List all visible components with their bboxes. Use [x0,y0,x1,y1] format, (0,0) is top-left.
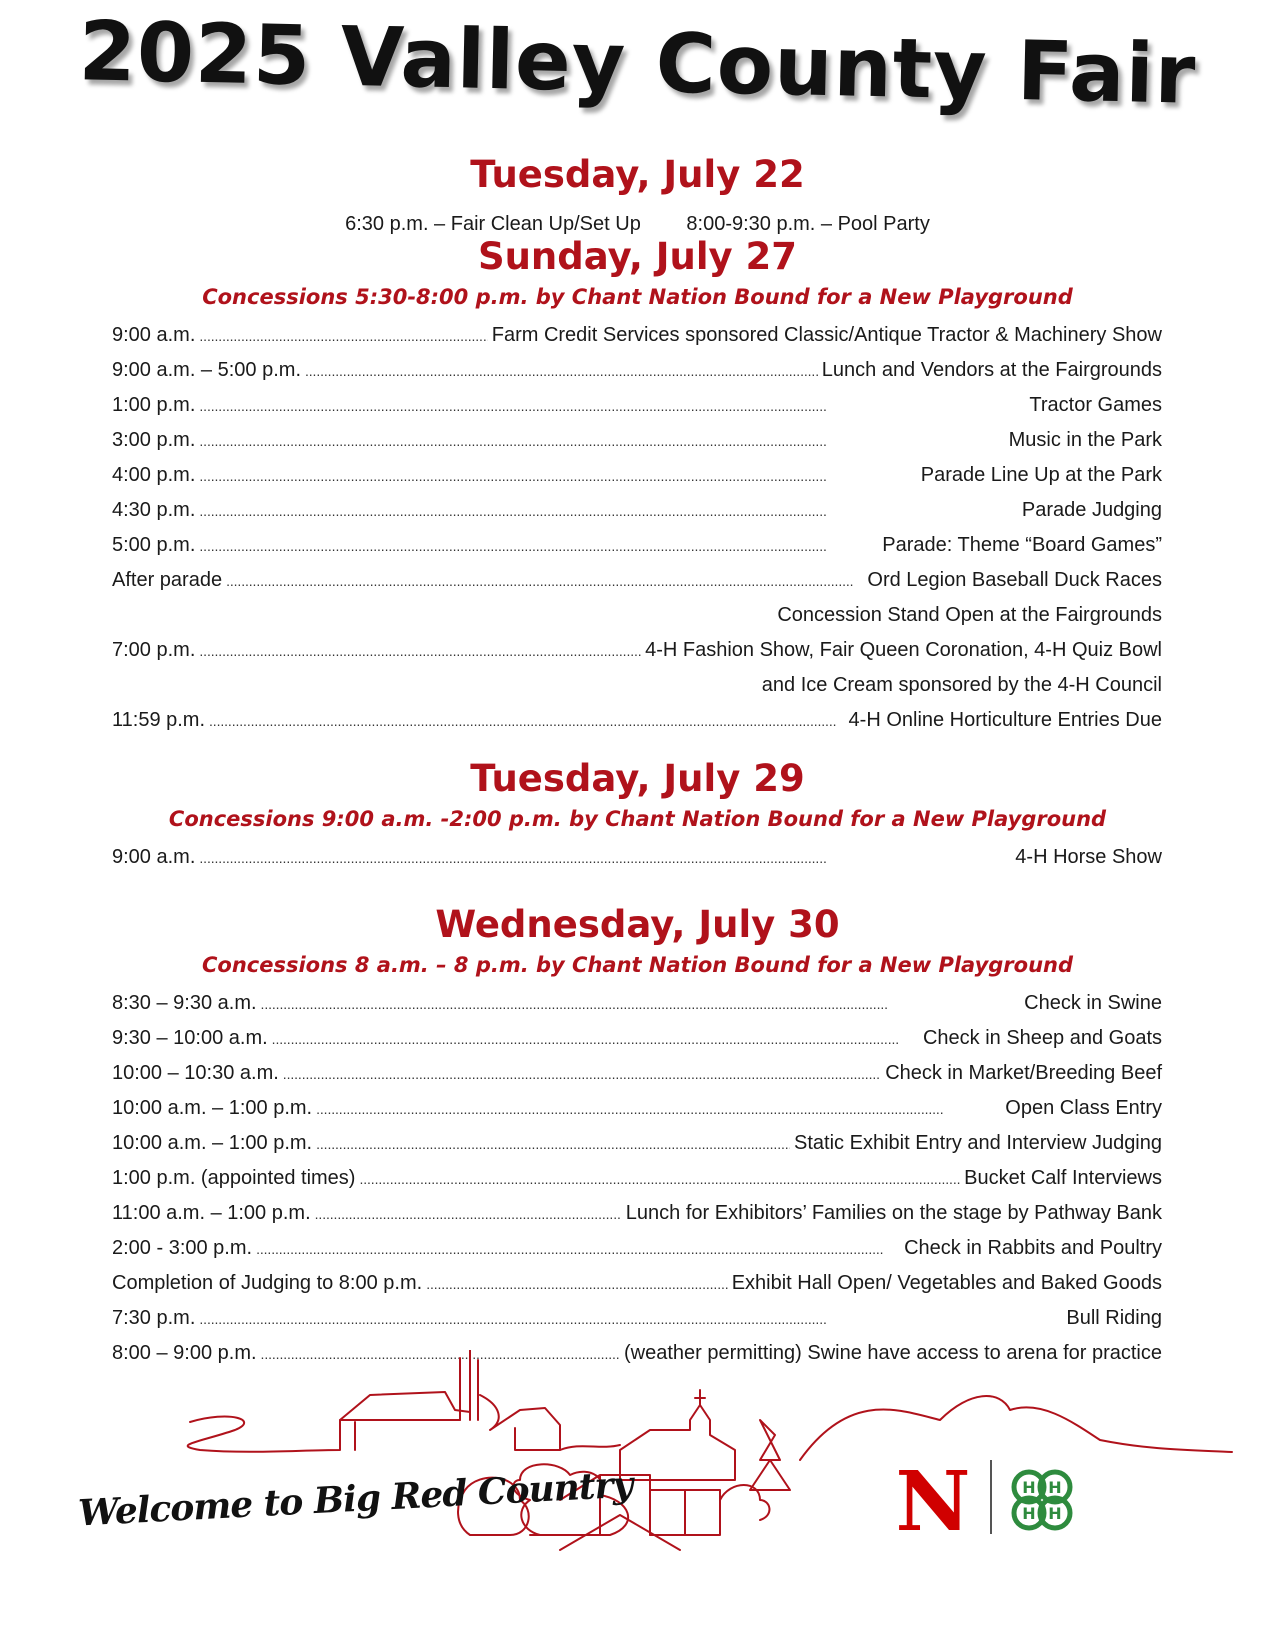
row-time: 7:30 p.m. [112,1307,196,1329]
wednesday-30-heading: Wednesday, July 30 [435,903,840,946]
dot-leader [261,991,1021,1015]
schedule-row [112,487,1162,522]
row-time: 11:00 a.m. – 1:00 p.m. [112,1202,311,1224]
row-event: Tractor Games [1029,394,1162,416]
schedule-row [112,312,1162,347]
row-event: Parade Judging [1021,499,1162,521]
dot-leader [226,568,863,592]
row-event: Bull Riding [1066,1307,1162,1329]
row-time: 9:00 a.m. [112,846,196,868]
sunday-27-schedule [112,312,1162,732]
schedule-row [112,1295,1162,1330]
schedule-row [112,834,1162,869]
dot-leader [199,498,1018,522]
row-time: 9:00 a.m. – 5:00 p.m. [112,359,301,381]
four-h-clover-icon [1002,1460,1082,1540]
row-event: 4-H Fashion Show, Fair Queen Coronation, 4-H Quiz Bowl [645,639,1162,661]
dot-leader [199,845,1011,869]
welcome-slogan: Welcome to Big Red Country [77,1463,634,1535]
row-event: Check in Market/Breeding Beef [885,1062,1162,1084]
row-time: 10:00 – 10:30 a.m. [112,1062,279,1084]
row-event: Lunch for Exhibitors’ Families on the stage by Pathway Bank [625,1202,1162,1224]
row-event: Concession Stand Open at the Fairgrounds [777,604,1162,626]
schedule-row-continued [112,662,1162,697]
schedule-row [112,1155,1162,1190]
row-time: 8:30 – 9:30 a.m. [112,992,257,1014]
tuesday-22-event: 6:30 p.m. – Fair Clean Up/Set Up [345,213,641,235]
row-time: 4:30 p.m. [112,499,196,521]
row-time: 1:00 p.m. [112,394,196,416]
row-time: Completion of Judging to 8:00 p.m. [112,1272,423,1294]
nebraska-n-logo: N [895,1454,971,1550]
row-event: Parade: Theme “Board Games” [882,534,1162,556]
schedule-row [112,980,1162,1015]
schedule-row [112,452,1162,487]
row-event: Check in Rabbits and Poultry [904,1237,1162,1259]
dot-leader [316,1096,1001,1120]
tuesday-22-heading: Tuesday, July 22 [470,153,805,196]
dot-leader [199,393,1025,417]
row-time: 8:00 – 9:00 p.m. [112,1342,257,1364]
tuesday-22-events [0,213,1275,236]
tuesday-29-schedule [112,834,1162,869]
row-time: 5:00 p.m. [112,534,196,556]
logo-divider [990,1460,992,1534]
page-title: 2025 Valley County Fair [77,4,1198,123]
row-time: 10:00 a.m. – 1:00 p.m. [112,1132,313,1154]
row-time: 2:00 - 3:00 p.m. [112,1237,253,1259]
row-time: 7:00 p.m. [112,639,196,661]
schedule-row-continued [112,592,1162,627]
dot-leader [305,358,818,382]
schedule-row [112,1260,1162,1295]
schedule-row [112,697,1162,732]
dot-leader [316,1131,790,1155]
dot-leader [272,1026,919,1050]
row-event: Ord Legion Baseball Duck Races [867,569,1162,591]
schedule-row [112,1085,1162,1120]
dot-leader [283,1061,881,1085]
row-time: 9:00 a.m. [112,324,196,346]
dot-leader [256,1236,900,1260]
row-event: Exhibit Hall Open/ Vegetables and Baked Goods [731,1272,1162,1294]
clover-letter: H [1048,1504,1062,1523]
dot-leader [199,533,878,557]
dot-leader [359,1166,960,1190]
dot-leader [209,708,845,732]
clover-letter: H [1048,1478,1062,1497]
schedule-row [112,382,1162,417]
dot-leader [199,638,641,662]
dot-leader [199,1306,1062,1330]
row-time: 10:00 a.m. – 1:00 p.m. [112,1097,313,1119]
row-time: 9:30 – 10:00 a.m. [112,1027,268,1049]
schedule-row [112,557,1162,592]
row-event: Music in the Park [1008,429,1162,451]
tuesday-29-concessions: Concessions 9:00 a.m. -2:00 p.m. by Chant Nation Bound for a New Playground [168,807,1107,831]
row-event: Farm Credit Services sponsored Classic/Antique Tractor & Machinery Show [491,324,1162,346]
schedule-row [112,1015,1162,1050]
row-time: 1:00 p.m. (appointed times) [112,1167,356,1189]
schedule-row [112,347,1162,382]
schedule-row [112,522,1162,557]
sunday-27-concessions: Concessions 5:30-8:00 p.m. by Chant Nation Bound for a New Playground [202,285,1073,309]
row-time: After parade [112,569,223,591]
row-event: 4-H Online Horticulture Entries Due [848,709,1162,731]
schedule-row [112,1120,1162,1155]
schedule-row [112,1050,1162,1085]
wednesday-30-schedule [112,980,1162,1365]
row-event: Check in Swine [1024,992,1162,1014]
row-time: 3:00 p.m. [112,429,196,451]
row-event: Static Exhibit Entry and Interview Judging [794,1132,1162,1154]
row-event: Open Class Entry [1005,1097,1162,1119]
sunday-27-heading: Sunday, July 27 [477,235,798,278]
dot-leader [426,1271,728,1295]
dot-leader [199,463,916,487]
tuesday-29-heading: Tuesday, July 29 [470,757,805,800]
wednesday-30-concessions: Concessions 8 a.m. – 8 p.m. by Chant Nation Bound for a New Playground [201,953,1074,977]
schedule-row [112,1225,1162,1260]
dot-leader [199,428,1004,452]
row-time: 11:59 p.m. [112,709,206,731]
row-time: 4:00 p.m. [112,464,196,486]
row-event: Parade Line Up at the Park [920,464,1162,486]
row-event: Check in Sheep and Goats [922,1027,1162,1049]
row-event: Bucket Calf Interviews [964,1167,1162,1189]
dot-leader [199,323,487,347]
clover-letter: H [1022,1478,1036,1497]
row-event: and Ice Cream sponsored by the 4-H Council [761,674,1162,696]
clover-letter: H [1022,1504,1036,1523]
row-event: 4-H Horse Show [1015,846,1162,868]
schedule-row [112,1190,1162,1225]
row-event: Lunch and Vendors at the Fairgrounds [821,359,1162,381]
tuesday-22-event: 8:00-9:30 p.m. – Pool Party [686,213,930,235]
row-event: (weather permitting) Swine have access to arena for practice [623,1342,1162,1364]
schedule-row [112,417,1162,452]
dot-leader [315,1201,622,1225]
schedule-row [112,627,1162,662]
